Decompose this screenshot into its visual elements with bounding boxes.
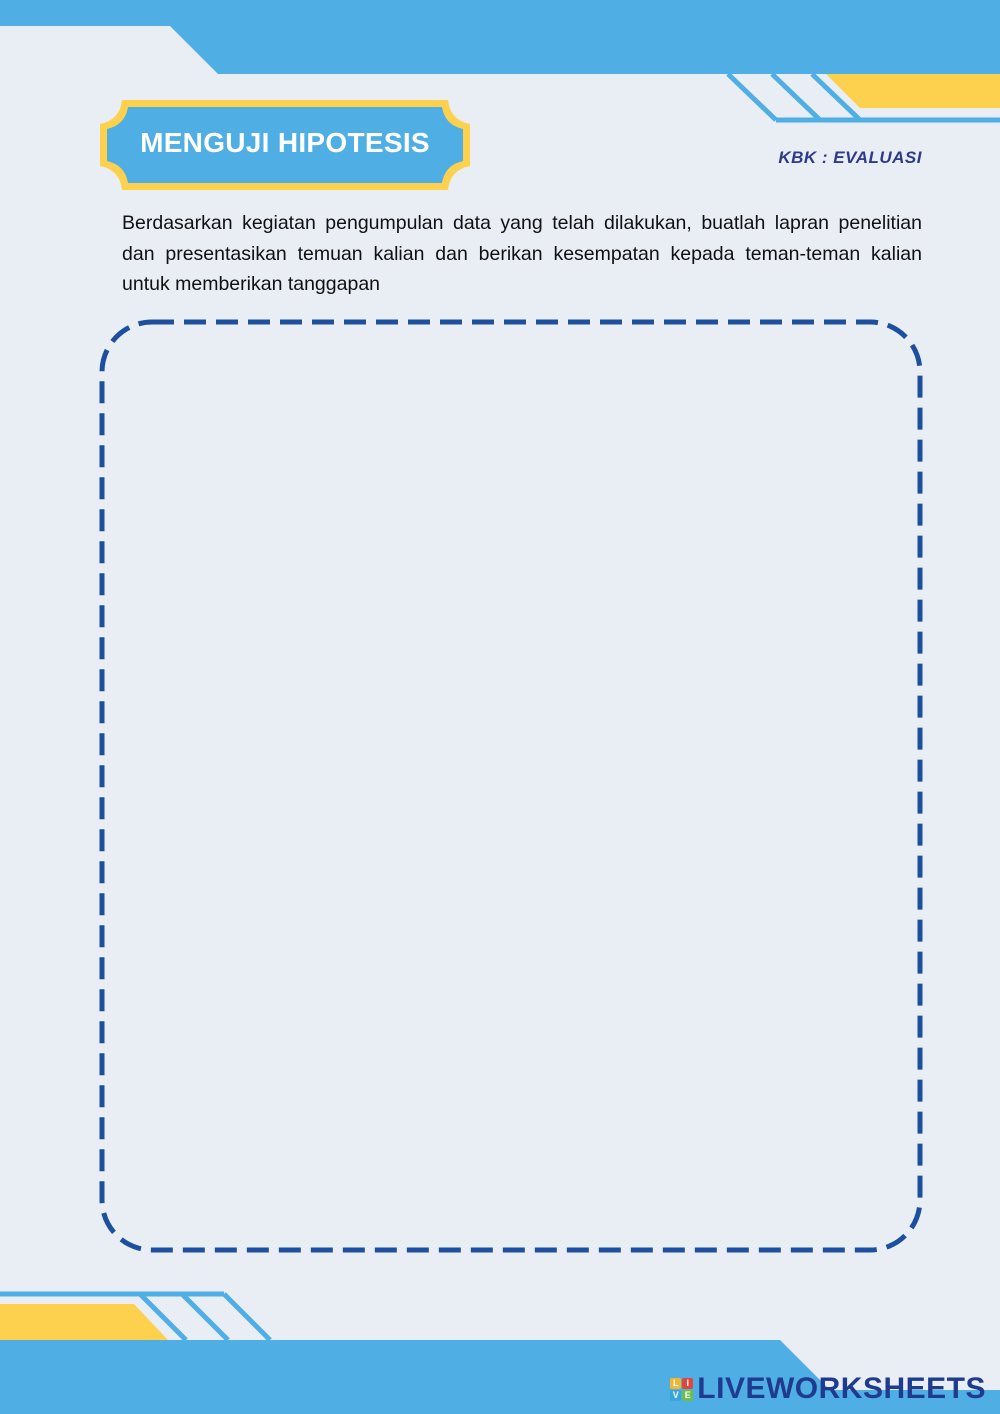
top-banner — [0, 0, 1000, 74]
logo-letter-e: E — [682, 1390, 693, 1401]
brand-text: LIVEWORKSHEETS — [697, 1372, 986, 1405]
liveworksheets-icon — [670, 1378, 693, 1401]
answer-area[interactable] — [98, 318, 924, 1254]
section-tag: KBK : EVALUASI — [778, 148, 922, 167]
bottom-yellow-accent — [0, 1304, 168, 1340]
logo-letter-l: L — [670, 1378, 681, 1389]
top-yellow-accent — [826, 74, 1000, 108]
liveworksheets-logo — [670, 1374, 986, 1404]
logo-letter-v: V — [670, 1390, 681, 1401]
page-title: MENGUJI HIPOTESIS — [140, 127, 430, 158]
logo-letter-i: I — [682, 1378, 693, 1389]
instructions-text: Berdasarkan kegiatan pengumpulan data yang telah dilakukan, buatlah lapran penelitian dan presentasikan temuan kalian dan berikan kesempatan kepada teman-teman kalian untuk memberikan tanggapan — [122, 212, 922, 295]
